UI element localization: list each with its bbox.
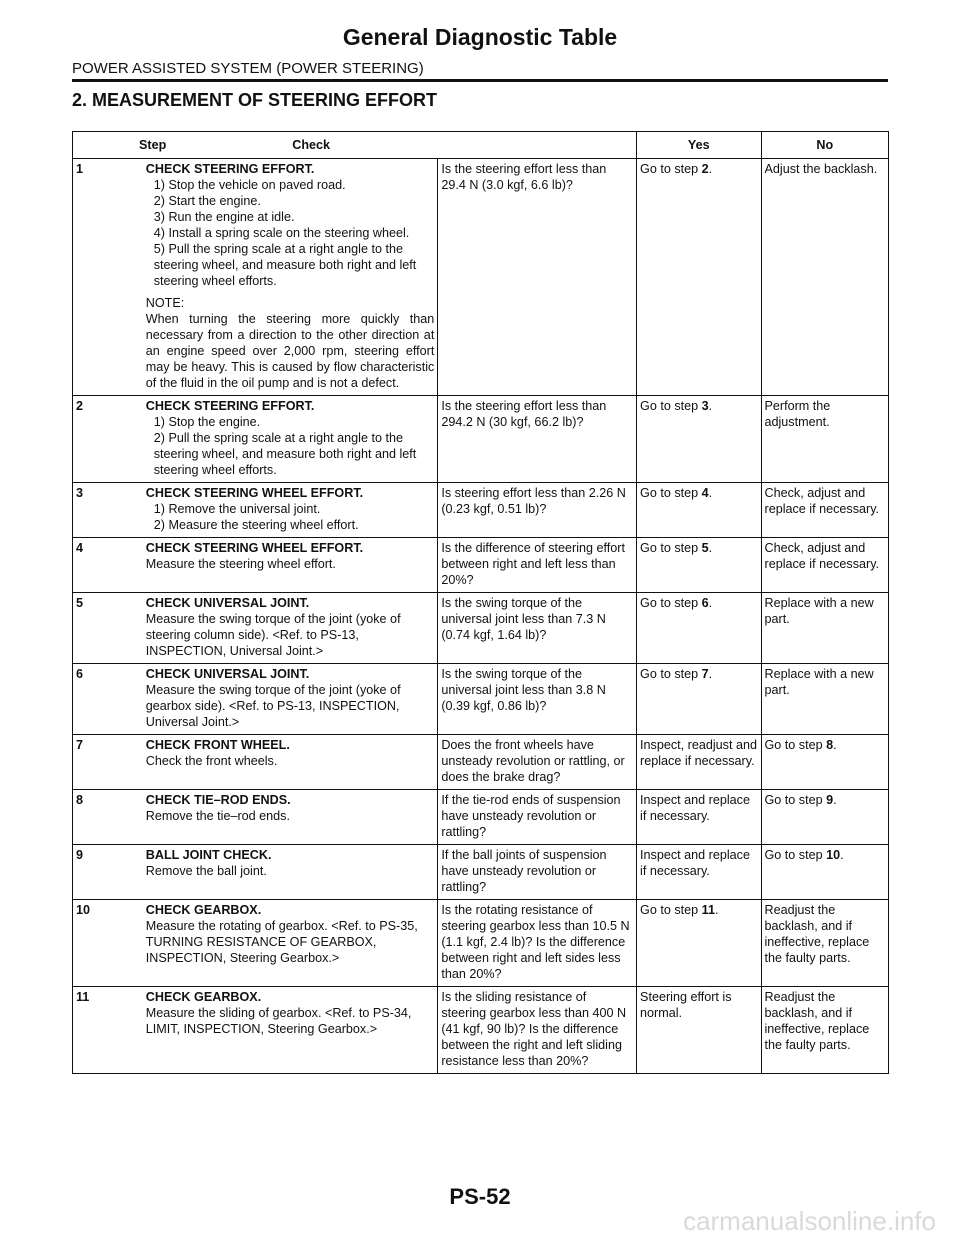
table-row: [73, 159, 889, 396]
yes-action: [637, 900, 761, 987]
no-action-text: Go to step: [764, 738, 827, 752]
procedure-text: Measure the rotating of gearbox. <Ref. to PS-35, TURNING RESISTANCE OF GEARBOX, INSPECTION, Steering Gearbox.>: [145, 919, 418, 965]
step-title: CHECK UNIVERSAL JOINT.: [145, 596, 310, 610]
step-number: 5: [73, 593, 143, 664]
no-step-ref: 8: [826, 738, 834, 752]
step-procedure: [143, 900, 438, 987]
no-action-end: .: [840, 848, 844, 862]
check-question: Is the swing torque of the universal joint less than 3.8 N (0.39 kgf, 0.86 lb)?: [438, 664, 637, 735]
table-row: [73, 900, 889, 987]
check-header-label: Check: [292, 138, 331, 152]
no-action-text: Check, adjust and replace if necessary.: [764, 541, 880, 571]
step-procedure: [143, 664, 438, 735]
no-action-text: Perform the adjustment.: [764, 399, 831, 429]
no-action-text: Go to step: [764, 793, 827, 807]
check-question: Is the difference of steering effort between right and left less than 20%?: [438, 538, 637, 593]
step-number: 2: [73, 396, 143, 483]
page-number: PS-52: [449, 1184, 511, 1209]
procedure-text: Measure the sliding of gearbox. <Ref. to PS-34, LIMIT, INSPECTION, Steering Gearbox.>: [145, 1006, 412, 1036]
procedure-line: 4) Install a spring scale on the steering wheel.: [153, 226, 410, 240]
no-step-ref: 9: [826, 793, 834, 807]
diagnostic-table: [72, 131, 889, 1074]
procedure-line: 2) Pull the spring scale at a right angle to the steering wheel, and measure both right and left steering wheel efforts.: [153, 431, 417, 477]
step-title: CHECK STEERING EFFORT.: [145, 162, 315, 176]
table-row: [73, 790, 889, 845]
yes-action-text: Go to step: [640, 667, 702, 681]
yes-action: [637, 987, 761, 1074]
procedure-text: Measure the swing torque of the joint (yoke of gearbox side). <Ref. to PS-13, INSPECTION, Universal Joint.>: [145, 683, 401, 729]
step-number: 11: [73, 987, 143, 1074]
check-question: Is the sliding resistance of steering gearbox less than 400 N (41 kgf, 90 lb)? Is the difference between the right and left sliding resistance less than 20%?: [438, 987, 637, 1074]
note-label: NOTE:: [145, 296, 185, 310]
yes-step-ref: 11: [701, 903, 715, 917]
yes-action-text: Go to step: [640, 162, 702, 176]
step-procedure: [143, 735, 438, 790]
procedure-line: 1) Stop the vehicle on paved road.: [153, 178, 346, 192]
step-title: CHECK FRONT WHEEL.: [145, 738, 290, 752]
check-question: Is the steering effort less than 294.2 N (30 kgf, 66.2 lb)?: [438, 396, 637, 483]
procedure-text: Remove the ball joint.: [145, 864, 267, 878]
step-title: BALL JOINT CHECK.: [145, 848, 272, 862]
column-header-yes: Yes: [637, 132, 761, 159]
no-step-ref: 10: [826, 848, 841, 862]
check-question: Is the steering effort less than 29.4 N (3.0 kgf, 6.6 lb)?: [438, 159, 637, 396]
check-question: Is the swing torque of the universal joint less than 7.3 N (0.74 kgf, 1.64 lb)?: [438, 593, 637, 664]
check-question: Is steering effort less than 2.26 N (0.23 kgf, 0.51 lb)?: [438, 483, 637, 538]
procedure-text: Check the front wheels.: [145, 754, 278, 768]
no-action: [761, 593, 889, 664]
step-procedure: [143, 159, 438, 396]
yes-action-text: Go to step: [640, 903, 702, 917]
yes-action: [637, 159, 761, 396]
step-title: CHECK UNIVERSAL JOINT.: [145, 667, 310, 681]
yes-action-end: .: [708, 667, 713, 681]
step-procedure: [143, 987, 438, 1074]
yes-action-text: Go to step: [640, 486, 702, 500]
table-row: [73, 845, 889, 900]
procedure-line: 2) Start the engine.: [153, 194, 261, 208]
procedure-line: 5) Pull the spring scale at a right angle to the steering wheel, and measure both right and left steering wheel efforts.: [153, 242, 417, 288]
step-procedure: [143, 396, 438, 483]
yes-action: [637, 790, 761, 845]
yes-step-ref: 4: [701, 486, 709, 500]
yes-action-end: .: [708, 399, 713, 413]
no-action-text: Replace with a new part.: [764, 596, 874, 626]
step-header-label: Step: [139, 138, 167, 152]
yes-action: [637, 845, 761, 900]
yes-action-text: Inspect, readjust and replace if necessary.: [640, 738, 757, 768]
yes-action: [637, 664, 761, 735]
yes-step-ref: 3: [701, 399, 709, 413]
check-question: If the ball joints of suspension have unsteady revolution or rattling?: [438, 845, 637, 900]
step-number: 7: [73, 735, 143, 790]
step-procedure: [143, 790, 438, 845]
no-action-end: .: [833, 793, 837, 807]
procedure-line: 3) Run the engine at idle.: [153, 210, 295, 224]
procedure-line: 2) Measure the steering wheel effort.: [153, 518, 359, 532]
table-row: [73, 396, 889, 483]
table-row: [73, 664, 889, 735]
check-question: If the tie-rod ends of suspension have unsteady revolution or rattling?: [438, 790, 637, 845]
yes-action-text: Go to step: [640, 399, 702, 413]
yes-action: [637, 735, 761, 790]
no-action-text: Readjust the backlash, and if ineffective, replace the faulty parts.: [764, 990, 870, 1052]
yes-action: [637, 483, 761, 538]
yes-action: [637, 538, 761, 593]
watermark: carmanualsonline.info: [683, 1206, 936, 1236]
step-title: CHECK STEERING EFFORT.: [145, 399, 315, 413]
yes-action-text: Go to step: [640, 541, 702, 555]
procedure-line: 1) Remove the universal joint.: [153, 502, 321, 516]
step-title: CHECK GEARBOX.: [145, 903, 262, 917]
no-action: [761, 987, 889, 1074]
yes-action-end: .: [708, 162, 713, 176]
yes-action-end: .: [708, 541, 713, 555]
procedure-line: 1) Stop the engine.: [153, 415, 261, 429]
yes-action-end: .: [708, 596, 713, 610]
table-row: [73, 987, 889, 1074]
step-title: CHECK STEERING WHEEL EFFORT.: [145, 486, 364, 500]
no-action-text: Readjust the backlash, and if ineffective, replace the faulty parts.: [764, 903, 870, 965]
procedure-text: Remove the tie–rod ends.: [145, 809, 290, 823]
step-procedure: [143, 538, 438, 593]
header-rule: [72, 79, 888, 82]
no-action-text: Check, adjust and replace if necessary.: [764, 486, 880, 516]
table-row: [73, 483, 889, 538]
table-row: [73, 735, 889, 790]
check-question: Is the rotating resistance of steering gearbox less than 10.5 N (1.1 kgf, 2.4 lb)? Is the difference between right and left sides less than 20%?: [438, 900, 637, 987]
no-action-text: Replace with a new part.: [764, 667, 874, 697]
no-action: [761, 396, 889, 483]
no-action-text: Adjust the backlash.: [764, 162, 878, 176]
step-title: CHECK STEERING WHEEL EFFORT.: [145, 541, 364, 555]
step-title: CHECK GEARBOX.: [145, 990, 262, 1004]
no-action: [761, 845, 889, 900]
step-title: CHECK TIE–ROD ENDS.: [145, 793, 291, 807]
yes-step-ref: 2: [701, 162, 709, 176]
step-procedure: [143, 845, 438, 900]
step-number: 8: [73, 790, 143, 845]
step-number: 9: [73, 845, 143, 900]
yes-action-text: Inspect and replace if necessary.: [640, 793, 750, 823]
section-heading: 2. MEASUREMENT OF STEERING EFFORT: [72, 90, 438, 110]
yes-step-ref: 7: [701, 667, 709, 681]
no-action: [761, 900, 889, 987]
check-question: Does the front wheels have unsteady revolution or rattling, or does the brake drag?: [438, 735, 637, 790]
step-number: 1: [73, 159, 143, 396]
yes-action: [637, 396, 761, 483]
table-header-row: [73, 132, 889, 159]
column-header-step: [73, 132, 438, 159]
table-row: [73, 538, 889, 593]
table-body: [73, 159, 889, 1074]
no-action: [761, 664, 889, 735]
no-action: [761, 483, 889, 538]
procedure-text: Measure the steering wheel effort.: [145, 557, 336, 571]
page-title: General Diagnostic Table: [342, 24, 618, 50]
no-action: [761, 159, 889, 396]
column-header-no: No: [761, 132, 889, 159]
step-number: 3: [73, 483, 143, 538]
note-text: When turning the steering more quickly than necessary from a direction to the other direction at an engine speed over 2,000 rpm, steering effort may be heavy. This is caused by flow characteristic of the fluid in the oil pump and is not a defect.: [145, 312, 435, 390]
yes-step-ref: 6: [701, 596, 709, 610]
no-action: [761, 538, 889, 593]
yes-action-text: Inspect and replace if necessary.: [640, 848, 750, 878]
yes-step-ref: 5: [701, 541, 709, 555]
yes-action-end: .: [708, 486, 713, 500]
no-action: [761, 735, 889, 790]
procedure-text: Measure the swing torque of the joint (yoke of steering column side). <Ref. to PS-13, INSPECTION, Universal Joint.>: [145, 612, 401, 658]
no-action-end: .: [833, 738, 837, 752]
yes-action: [637, 593, 761, 664]
step-number: 6: [73, 664, 143, 735]
yes-action-end: .: [714, 903, 719, 917]
step-number: 4: [73, 538, 143, 593]
table-row: [73, 593, 889, 664]
section-title: POWER ASSISTED SYSTEM (POWER STEERING): [72, 60, 424, 77]
yes-action-text: Go to step: [640, 596, 702, 610]
column-header-check-question: [438, 132, 637, 159]
no-action-text: Go to step: [764, 848, 827, 862]
step-number: 10: [73, 900, 143, 987]
no-action: [761, 790, 889, 845]
yes-action-text: Steering effort is normal.: [640, 990, 732, 1020]
step-procedure: [143, 593, 438, 664]
step-procedure: [143, 483, 438, 538]
